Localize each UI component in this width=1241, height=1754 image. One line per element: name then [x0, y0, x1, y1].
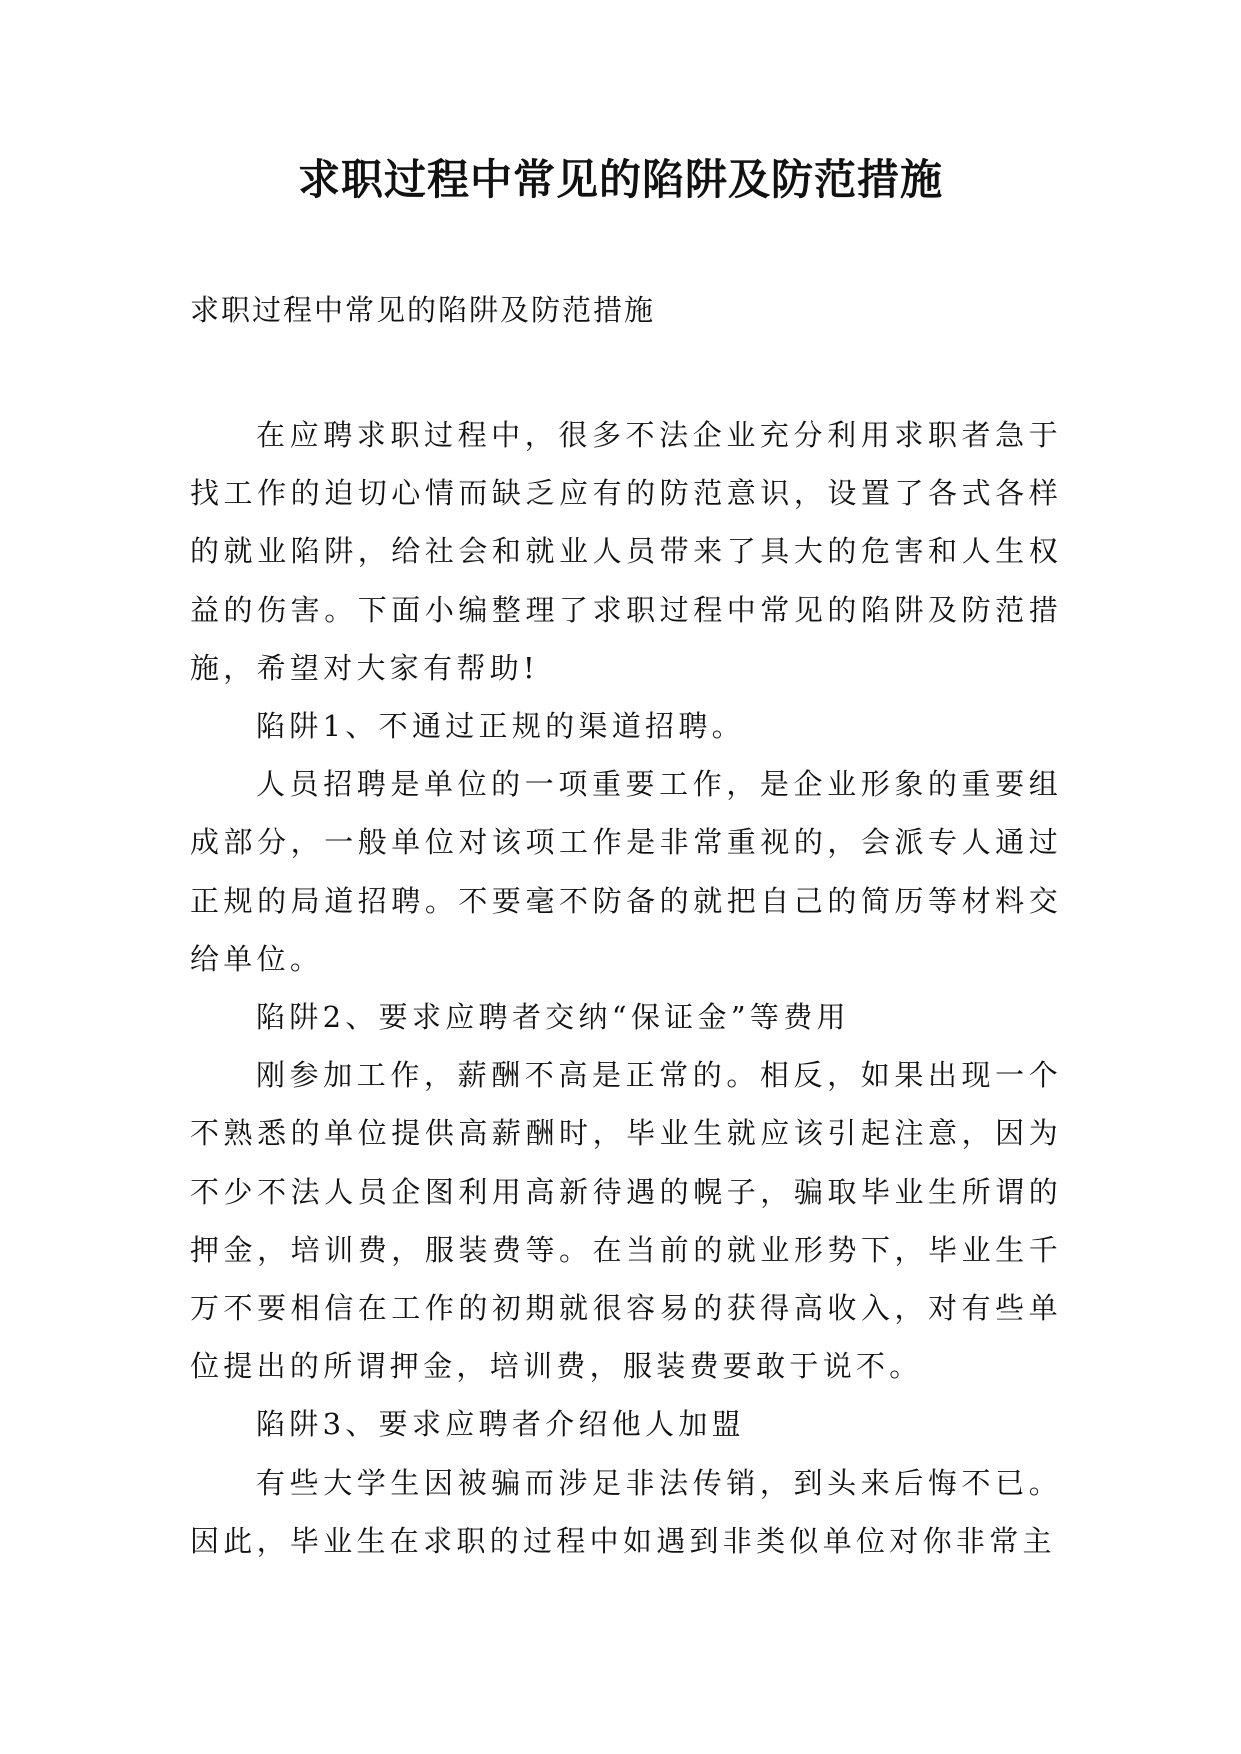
paragraph-trap-1: 人员招聘是单位的一项重要工作，是企业形象的重要组成部分，一般单位对该项工作是非常重视的，会派专人通过正规的局道招聘。不要毫不防备的就把自己的简历等材料交给单位。 [190, 767, 1062, 976]
heading-trap-3: 陷阱3、要求应聘者介绍他人加盟 [256, 1407, 745, 1442]
paragraph-trap-3: 有些大学生因被骗而涉足非法传销，到头来后悔不已。因此，毕业生在求职的过程中如遇到非类似单位对你非常主 [190, 1465, 1062, 1558]
document-title: 求职过程中常见的陷阱及防范措施 [297, 155, 943, 204]
document-body [190, 406, 1062, 1570]
paragraph-trap-2: 刚参加工作，薪酬不高是正常的。相反，如果出现一个不熟悉的单位提供高薪酬时，毕业生就应该引起注意，因为不少不法人员企图利用高新待遇的幌子，骗取毕业生所谓的押金，培训费，服装费等。在当前的就业形势下，毕业生千万不要相信在工作的初期就很容易的获得高收入，对有些单位提出的所谓押金，培训费，服装费要敢于说不。 [190, 1058, 1062, 1384]
heading-trap-1: 陷阱1、不通过正规的渠道招聘。 [256, 709, 745, 744]
heading-trap-2: 陷阱2、要求应聘者交纳“保证金”等费用 [256, 1000, 850, 1035]
document-subtitle: 求职过程中常见的陷阱及防范措施 [190, 293, 656, 327]
paragraph-intro: 在应聘求职过程中，很多不法企业充分利用求职者急于找工作的迫切心情而缺乏应有的防范意识，设置了各式各样的就业陷阱，给社会和就业人员带来了具大的危害和人生权益的伤害。下面小编整理了求职过程中常见的陷阱及防范措施，希望对大家有帮助! [190, 418, 1062, 685]
